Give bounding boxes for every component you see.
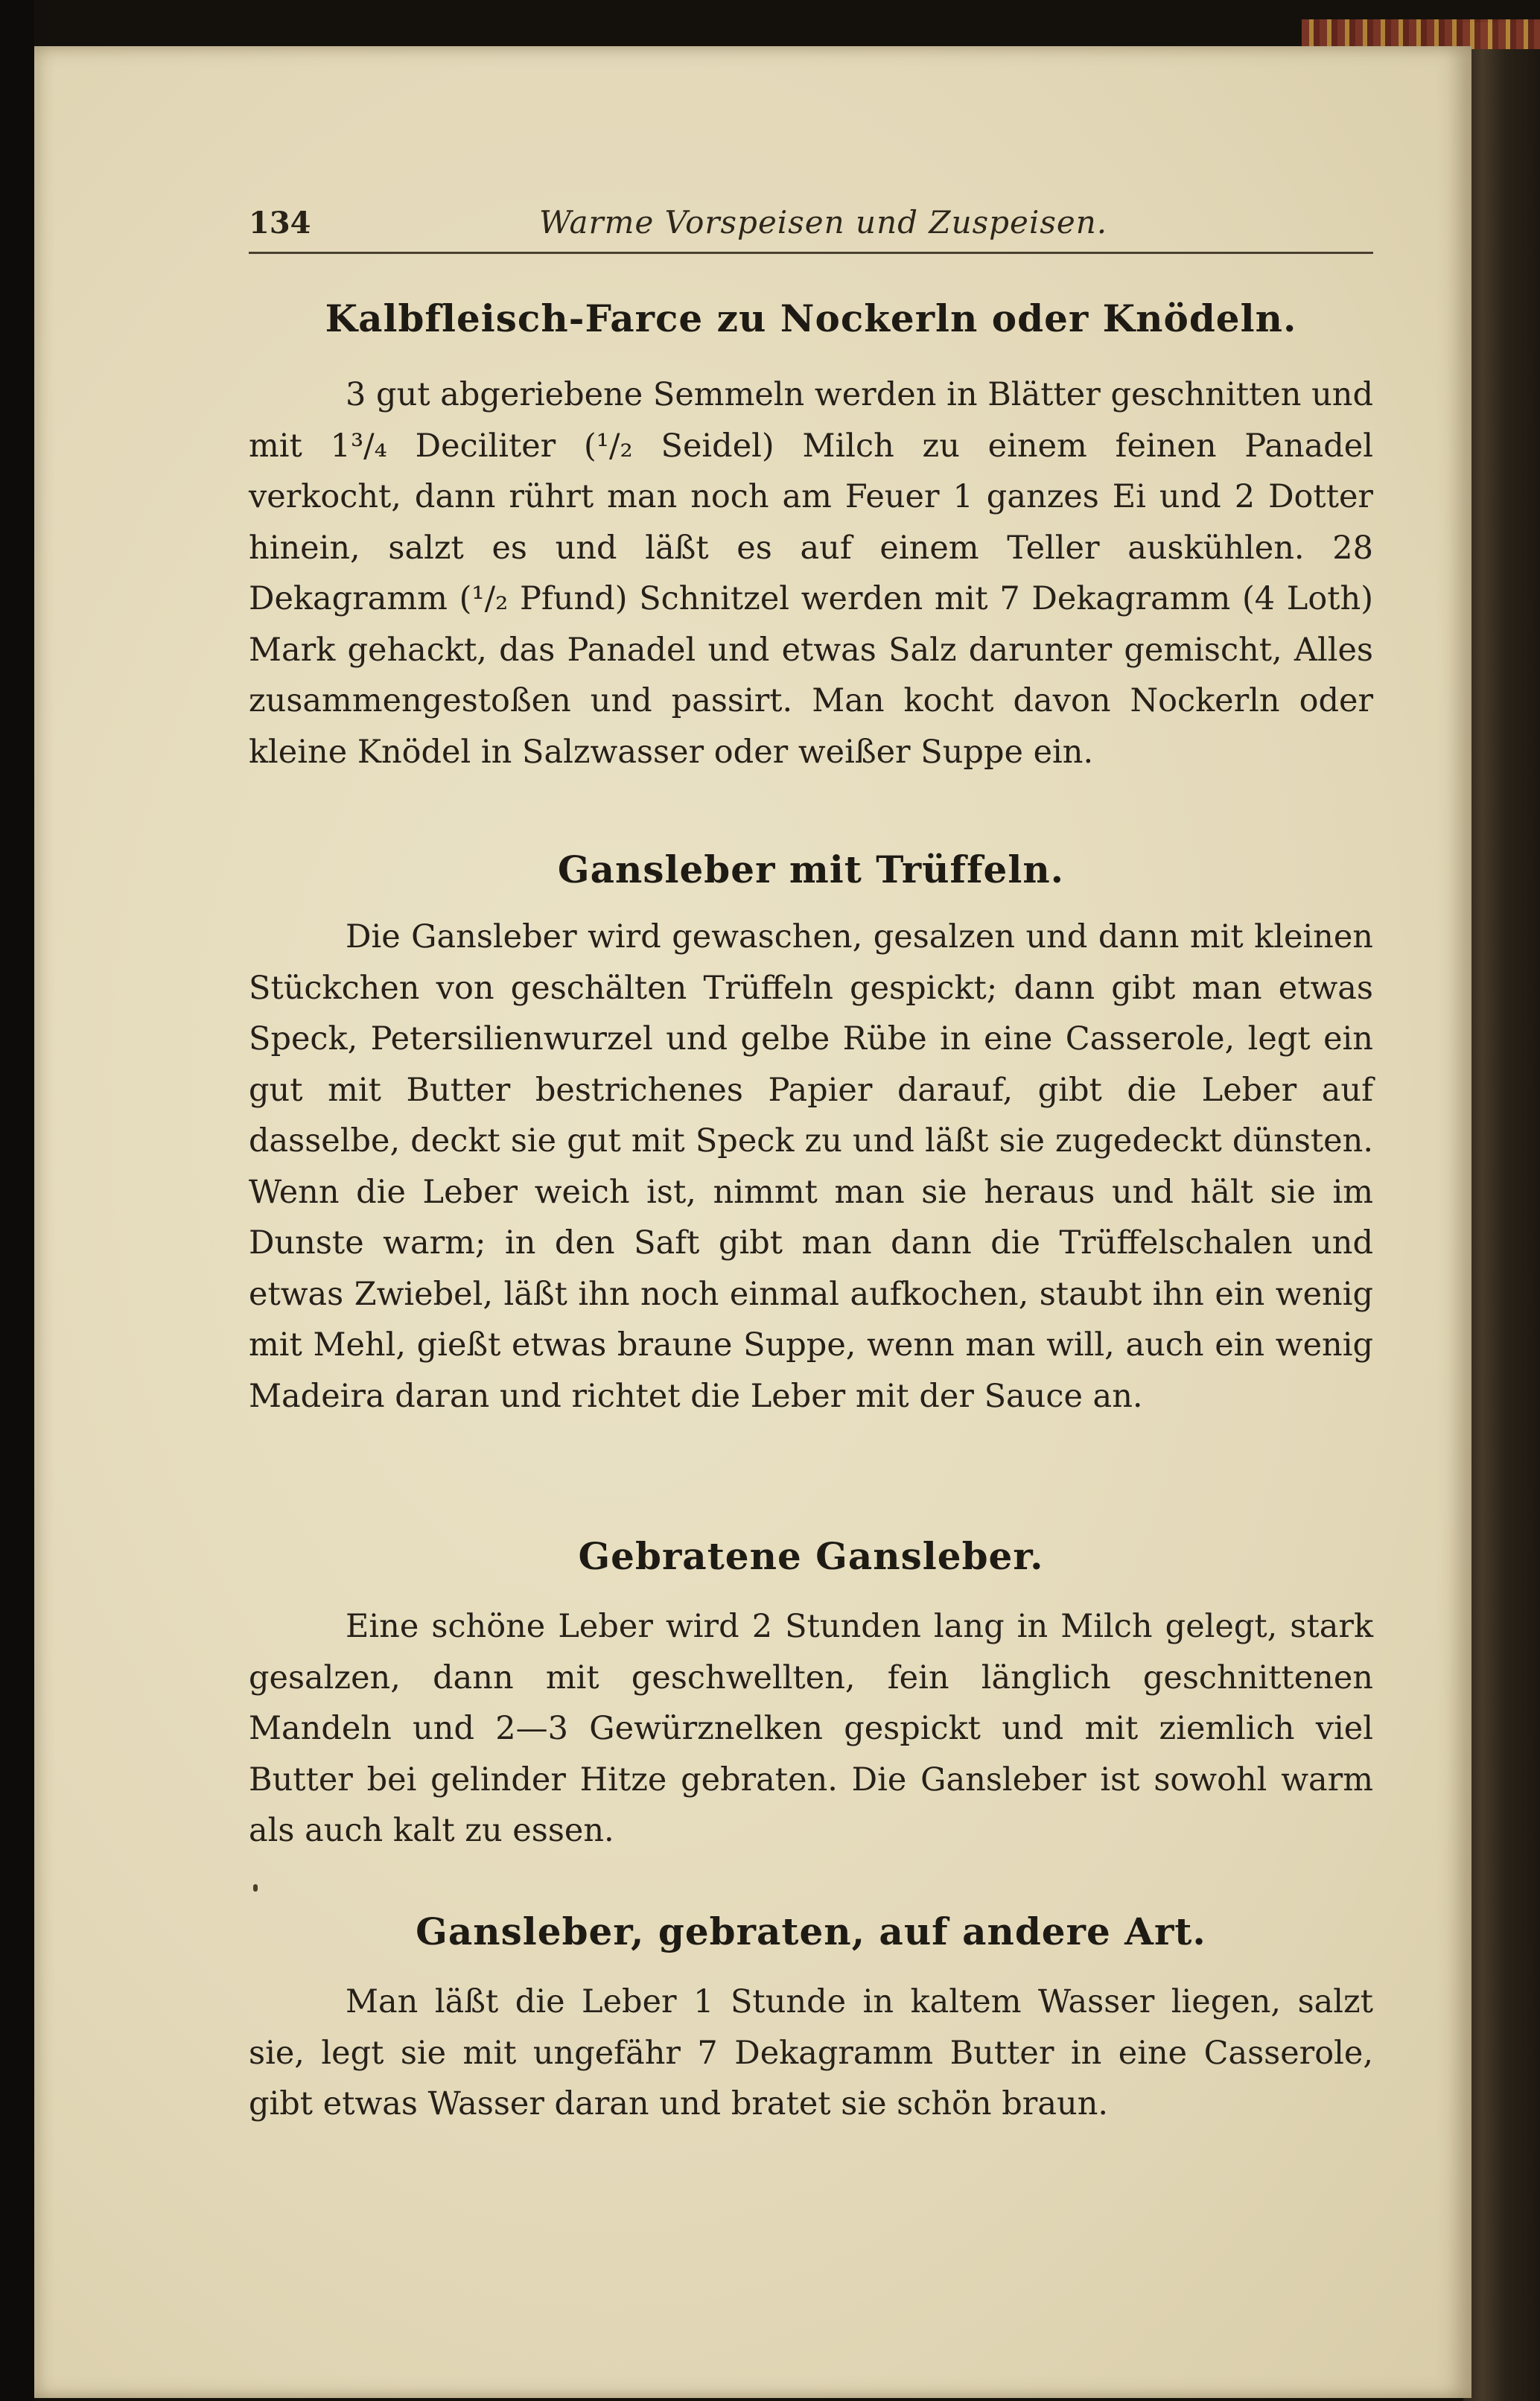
section-text-andere-art: Man läßt die Leber 1 Stunde in kaltem Wasser liegen, salzt sie, legt sie mit ungefähr 7 Dekagramm Butter in eine Casserole, gibt etwas Wasser daran und bratet sie schön braun. xyxy=(249,1983,1373,2122)
section-text-gebratene-gansleber: Eine schöne Leber wird 2 Stunden lang in Milch gelegt, stark gesalzen, dann mit geschwellten, fein länglich geschnittenen Mandeln und 2—3 Gewürznelken gespickt und mit ziemlich viel Butter bei gelinder Hitze gebraten. Die Gansleber ist sowohl warm als auch kalt zu essen. xyxy=(249,1608,1373,1849)
page-header xyxy=(249,203,1373,254)
page-number: 134 xyxy=(249,206,311,241)
section-title-kalbfleisch: Kalbfleisch-Farce zu Nockerln oder Knödeln. xyxy=(325,296,1297,340)
book-page-edges xyxy=(1463,22,1540,2401)
scan-background-left xyxy=(0,0,34,2401)
section-text-gansleber-trueffeln: Die Gansleber wird gewaschen, gesalzen und dann mit kleinen Stückchen von geschälten Trüffeln gespickt; dann gibt man etwas Speck, Petersilienwurzel und gelbe Rübe in eine Casserole, legt ein gut mit Butter bestrichenes Papier darauf, gibt die Leber auf dasselbe, deckt sie gut mit Speck zu und läßt sie zugedeckt dünsten. Wenn die Leber weich ist, nimmt man sie heraus und hält sie im Dunste warm; in den Saft gibt man dann die Trüffelschalen und etwas Zwiebel, läßt ihn noch einmal aufkochen, staubt ihn ein wenig mit Mehl, gießt etwas braune Suppe, wenn man will, auch ein wenig Madeira daran und richtet die Leber mit der Sauce an. xyxy=(249,918,1373,1415)
running-title: Warme Vorspeisen und Zuspeisen. xyxy=(539,204,1108,241)
section-title-andere-art: Gansleber, gebraten, auf andere Art. xyxy=(416,1909,1206,1953)
book-edge-ornament xyxy=(1302,19,1540,49)
ink-mark xyxy=(253,1884,258,1892)
section-title-gebratene-gansleber: Gebratene Gansleber. xyxy=(578,1534,1044,1578)
section-text-kalbfleisch: 3 gut abgeriebene Semmeln werden in Blätter geschnitten und mit 1³/₄ Deciliter (¹/₂ Seidel) Milch zu einem feinen Panadel verkocht, dann rührt man noch am Feuer 1 ganzes Ei und 2 Dotter hinein, salzt es und läßt es auf einem Teller auskühlen. 28 Dekagramm (¹/₂ Pfund) Schnitzel werden mit 7 Dekagramm (4 Loth) Mark gehackt, das Panadel und etwas Salz darunter gemischt, Alles zusammengestoßen und passirt. Man kocht davon Nockerln oder kleine Knödel in Salzwasser oder weißer Suppe ein. xyxy=(249,376,1373,771)
section-title-gansleber-trueffeln: Gansleber mit Trüffeln. xyxy=(557,847,1065,891)
